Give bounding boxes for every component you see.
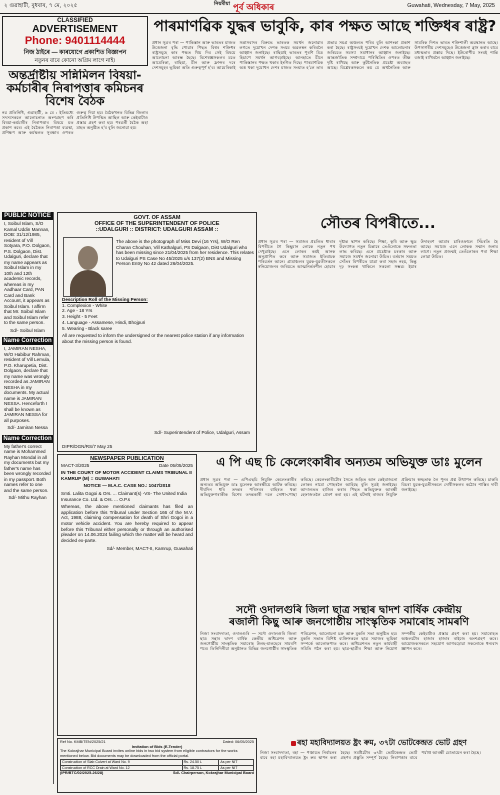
govt-title-2: OFFICE OF THE SUPERINTENDENT OF POLICE	[94, 221, 220, 227]
tender-table	[60, 759, 254, 770]
story-apsc-text: প্ৰধান সূত্ৰৰ পৰা — এপিএছচি নিযুক্তি কেলেংকাৰীৰ অন্যতম অভিযুক্ত ডাঃ মুলেনক আৰক্ষীয়ে আটক কৰিছে। দীৰ্ঘদিন ধৰি তদন্তৰ পৰিসৰৰ বাহিৰত থকা অভিযুক্তগৰাকীক বিশেষ তদন্তকাৰী দলে সোধা-পোছা কৰিছে। কেলেংকাৰীটোৰ সৈতে জড়িত আন কেইবাজনো লোকৰ নামো পোহৰলৈ আহিছে বুলি সূত্ৰই জনাইছে। আদালতত হাজিৰ কৰাৰ পিছত অভিযুক্তক আৰক্ষী হেফাজতলৈ প্ৰেৰণ কৰা হয়। এই ঘটনাই ৰাজ্যৰ নিযুক্তি প্ৰক্ৰিয়াৰ স্বচ্ছতাক লৈ পুনৰ প্ৰশ্ন উত্থাপন কৰিছে। চাকৰি বিচৰা যুৱক-যুৱতীসকলে দোষীসকলৰ কঠোৰ শাস্তিৰ দাবী জনাইছে।	[200, 477, 498, 498]
missing-person-notice	[57, 212, 257, 452]
missing-request: All are requested to inform the undersigned or the nearest police station if any information about the missing person is found.	[62, 333, 245, 344]
case-row	[61, 463, 193, 469]
story-strong-room-text: নিজা সংবাদদাতা, ৰহা — পঞ্চায়ত নিৰ্বাচনৰ বাবে ৰহা মহাবিদ্যালয়ত ষ্ট্ৰং ৰুম স্থাপন কৰা হৈছে। সমষ্টিটোৰ ৩৭টা ভোটকেন্দ্ৰত ভোট গ্ৰহণৰ প্ৰস্তুতি সম্পূৰ্ণ হৈছে। নিৰাপত্তাৰ বাবে পৰ্যাপ্ত আৰক্ষী মোতায়েন কৰা হৈছে।	[260, 750, 481, 761]
left-notices-column	[2, 212, 54, 784]
table-cell: Construction of Slab Culvert at Ward No. 9	[61, 760, 183, 765]
story-against-current	[258, 212, 498, 452]
govt-title-3: ::UDALGURI :: DISTRICT: UDALGURI ASSAM ::	[95, 227, 219, 233]
description-item: 4. Language - Assamese, Hindi, Bhojpuri	[62, 319, 146, 325]
govt-signature: Sd/- Superintendent of Police, Udalguri, Assam	[154, 430, 250, 435]
missing-description-block	[62, 297, 252, 345]
tender-body: The Kokrajhar Municipal Board invites online bids in two bid system from eligible contractors for the works mentioned below. Bid documents may be downloaded from the official portal.	[60, 749, 238, 758]
photo-face	[78, 246, 98, 270]
govt-title-1: GOVT. OF ASSAM	[133, 215, 181, 221]
classified-note: নতুনৰ বাবে কোনো অগ্ৰিম লাগে নাই।	[34, 58, 116, 64]
story-student-union-headline-1: সদৌ ওদালগুৰি জিলা ছাত্ৰ সন্থাৰ দ্বাদশ বাৰ্ষিক কেন্দ্ৰীয়	[236, 604, 462, 616]
description-item: 5. Wearing - Black saree	[62, 325, 113, 331]
masthead-tag: নিয়মীয়া	[214, 1, 230, 7]
table-cell: Rs. 18.75 L	[182, 765, 219, 770]
name-correction-heading-2: Name Correction	[3, 435, 52, 442]
tender-footer-row	[60, 771, 254, 776]
missing-notice-text: The above is the photograph of Miss Devi (16 Yrs), W/O Ren Charan Chouhan, Vill Kathalguri, PS Dalgaon, Dist Udalguri who has been missing since 21/04/2025 from her residence. This relates to Udalguri PS Case No 45/2025 u/s 137(2) BNS and Missing Person Entry No 42 dated 26/04/2025.	[116, 239, 254, 267]
table-cell: As per NIT	[219, 765, 254, 770]
case-number: MACT-3/2025	[61, 462, 90, 468]
classified-phone: Phone: 9401114444	[24, 35, 126, 47]
masthead	[214, 1, 274, 14]
classified-ad-box	[2, 16, 148, 66]
newspaper-publication-title: NEWSPAPER PUBLICATION	[90, 456, 164, 462]
story-student-union	[200, 604, 498, 734]
story-against-current-text: প্ৰধান সূত্ৰৰ পৰা — সমাজৰ প্ৰচলিত ধাৰাৰ বিপৰীতে গৈ কিছুমান লোকে নতুন পথ দেখুৱাইছে। এনে লোকৰ কৰ্মই আনক অনুপ্ৰাণিত কৰে আৰু সমাজত ইতিবাচক পৰিৱৰ্তন আনে। গ্ৰামাঞ্চলৰ যুৱক-যুৱতীসকলে স্বনিয়োজনৰ জৰিয়তে আত্মনিৰ্ভৰশীল হোৱাৰ দৃষ্টান্ত স্থাপন কৰিছে। শিক্ষা, কৃষি আৰু ক্ষুদ্ৰ উদ্যোগত নতুন চিন্তাৰে তেওঁলোকে সফলতা লাভ কৰিছে। এনে প্ৰচেষ্টাক চৰকাৰ আৰু সমাজে সমৰ্থন জনোৱা উচিত। বৰ্তমান সময়ত সোঁতৰ বিপৰীতে যাত্ৰা কৰা সহজ নহয়, কিন্তু দৃঢ় সংকল্প থাকিলে সকলো সম্ভৱ। ইয়াৰ উদাহৰণ আমাৰ চাৰিওফালে সিঁচৰতি হৈ আছে। সমাজে এনে লোকক সন্মান জনাব লাগে। নতুন প্ৰজন্মই তেওঁলোকৰ পৰা শিক্ষা লোৱা উচিত।	[258, 239, 498, 270]
classified-title: ADVERTISEMENT	[32, 24, 118, 35]
story-apsc-scam	[200, 454, 498, 602]
main-headline: পাৰমাণৱিক যুদ্ধৰ ভাবুকি, কাৰ পক্ষত আছে শক্তিধৰ ৰাষ্ট্ৰ?	[153, 17, 497, 35]
page-header	[0, 0, 500, 14]
story-security-meeting	[2, 69, 148, 211]
tender-date: Dated: 06/05/2025	[222, 740, 254, 744]
name-correction-sign-1: Sd/- Jamiran Nessa	[7, 425, 48, 430]
story-strong-room-headline	[260, 738, 498, 750]
notice-heading: NOTICE — M.A.C. CASE NO.: 1047/2018	[83, 483, 171, 489]
newspaper-publication-notice	[57, 454, 197, 736]
story-student-union-text: নিজা সংবাদদাতা, ওদালগুৰি — সদৌ ওদালগুৰি জিলা ছাত্ৰ সন্থাৰ দ্বাদশ বাৰ্ষিক কেন্দ্ৰীয় অধিৱেশন আৰু জনগোষ্ঠীয় সাংস্কৃতিক সমাৰোহ উলহ-মালহেৰে সামৰণি পৰে। তিনিদিনীয়া অনুষ্ঠানত বিভিন্ন জনগোষ্ঠীৰ সাংস্কৃতিক পৰিৱেশন, আলোচনা চক্ৰ আৰু মুকলি সভা অনুষ্ঠিত হয়। মুকলি সভাত বিশিষ্ট ব্যক্তিসকলে ছাত্ৰ সমাজৰ ভূমিকা সম্পৰ্কে আলোকপাত কৰে। অধিৱেশনত নতুন কাৰ্যবাহী সমিতি গঠন কৰা হয়। ছাত্ৰ-ছাত্ৰীৰ শিক্ষা আৰু নিয়োগ সম্পৰ্কীয় কেইবাটাও প্ৰস্তাৱ গ্ৰহণ কৰা হয়। সমাৰোহত অঞ্চলটোৰ হাজাৰ হাজাৰ ৰাইজে অংশগ্ৰহণ কৰে। আয়োজকসকলে সহযোগ আগবঢ়োৱা সকলোকে ধন্যবাদ জ্ঞাপন কৰে।	[200, 631, 498, 652]
page-number-date: ২ গুৱাহাটী, বুধবাৰ, ৭ মে, ২০২৫	[4, 3, 78, 9]
description-roll-title: Description Roll of the Missing Person:	[62, 297, 148, 302]
classified-subline: নিজ ঠাইৰে — কাৰযোগে প্ৰকাশিত বিজ্ঞাপন	[23, 50, 127, 56]
story-security-headline: অন্তৰ্দ্ৰাষ্টীয় সন্নিমিলন বিষয়া-কৰ্মচাৰীৰ নিৰাপত্তাৰ কমিচনৰ বিশেষ বৈঠক	[6, 69, 144, 108]
main-story-text: প্ৰধান সূত্ৰৰ পৰা — পাকিস্তান আৰু ভাৰতৰ মাজত উত্তেজনা বৃদ্ধি পোৱাৰ পিছত বিশ্বৰ শক্তিধৰ ৰাষ্ট্ৰসমূহে কাৰ পক্ষত থিয় দিব সেই বিষয়ে আলোচনা আৰম্ভ হৈছে। বিশেষজ্ঞসকলৰ মতে আমেৰিকা, ৰাছিয়া, চীন আৰু ফ্ৰান্সৰ দৰে দেশসমূহৰ ভূমিকা অতি গুৰুত্বপূৰ্ণ হ'ব। আমেৰিকাই সন্ত্ৰাসবাদৰ বিৰুদ্ধে ভাৰতক সমৰ্থন জনোৱাৰ লগতে দুয়োখন দেশক সংযম অৱলম্বন কৰিবলৈ আহ্বান জনাইছে। ৰাছিয়াই ভাৰতৰ পুৰণি মিত্ৰ হিচাপে সমৰ্থন আগবঢ়াইছে। আনহাতে চীনে পাকিস্তানৰ পক্ষত থকাৰ ইংগিত দিছে। পাৰমাণৱিক অস্ত্ৰ থকা দুয়োখন দেশৰ মাজত সংঘাত হ'লে তাৰ প্ৰভাৱ সমগ্ৰ অঞ্চলত পৰিব বুলি আশংকা প্ৰকাশ কৰা হৈছে। ৰাষ্ট্ৰসংঘই দুয়োখন দেশক আলোচনাৰ জৰিয়তে সমস্যা সমাধানৰ আহ্বান জনাইছে। আন্তৰ্জাতিক সম্প্ৰদায়ে পৰিস্থিতিৰ ওপৰত তীক্ষ্ণ দৃষ্টি ৰাখিছে আৰু কূটনৈতিক প্ৰচেষ্টা অব্যাহত আছে। বিশ্লেষকসকলে কয় যে অৰ্থনৈতিক আৰু সামৰিক দিশত ভাৰত শক্তিশালী অৱস্থানত আছে। উপসাগৰীয় দেশসমূহেও উত্তেজনা হ্ৰাস কৰাৰ বাবে মধ্যস্থতাৰ প্ৰস্তাৱ দিছে। ইউৰোপীয় সংঘই শান্তি বজাই ৰাখিবলৈ আহ্বান জনাইছে।	[152, 40, 498, 71]
notice-body: Whereas, the above mentioned claimants has filed an application before this Tribunal under Section 166 of the M.V. Act, 1988, claiming compensation for death of Shri Gogoi in a motor vehicle accident. You are hereby required to appear before this Tribunal either personally or through an authorised pleader on 14.06.2024 failing which the matter will be heard and decided ex-parte.	[61, 504, 193, 543]
photo-body	[70, 270, 106, 296]
name-correction-body-2: My father's correct name is Mohammed Rayhan Mondal in all my documents but my father's name has been wrongly recorded in my passport. Both names refer to one and the same person.	[4, 443, 51, 493]
missing-person-photo	[63, 237, 113, 297]
tender-signature: Sd/- Chairperson, Kokrajhar Municipal Board	[172, 770, 254, 775]
table-cell: Rs. 24.50 L	[182, 760, 219, 765]
name-correction-body-1: I, JAMIRAN NESHA, W/O Habibur Rahman, resident of Vill Lemula, P.O. Kharupetia, Dist. Dolgaon, declare that my name was wrongly recorded as JAMIRAN NESHA in my documents. My actual name is JAMIRAN NESSA. Henceforth I shall be known as JAMIRAN NESSA for all purposes.	[4, 346, 51, 423]
main-story-body	[152, 40, 498, 210]
name-correction-heading-1: Name Correction	[3, 338, 52, 344]
table-cell: Construction of RCC Drain at Ward No. 12	[61, 765, 183, 770]
story-student-union-headline-2: ৰজালী কিছু আৰু জনগোষ্ঠীয় সাংস্কৃতিক সমাৰোহ সামৰণি	[229, 616, 469, 628]
story-strong-room-title: ৰহা মহাবিদ্যালয়ত ষ্ট্ৰং ৰুম, ৩৭টা ভোটকেন্দ্ৰত ভোট গ্ৰহণ	[297, 738, 467, 747]
name-correction-sign-2: Sd/- Mithu Rayhan	[8, 495, 47, 500]
tender-notice	[57, 738, 257, 793]
public-notice-heading: PUBLIC NOTICE	[2, 212, 53, 220]
description-item: 3. Height - 5 Feet	[62, 314, 98, 320]
govt-code: DIPR/DGN/RS/7 May 25	[62, 444, 113, 449]
story-against-current-headline: সৌতৰ বিপৰীতে...	[320, 214, 436, 232]
story-security-text: নৱ প্ৰতিনিধি, গুৱাহাটী, ৬ মে : ইতিমধ্যে সদস্যসকলে আলোচনাত অংশগ্ৰহণ কৰি বিষয়া-কৰ্মচাৰীৰ নিৰাপত্তাৰ বিষয়ে মত প্ৰকাশ কৰে। এই বৈঠকত নিৰাপত্তা ব্যৱস্থা, প্ৰশিক্ষণ আৰু কৰ্মস্থলত সুৰক্ষাৰ ওপৰত গুৰুত্ব দিয়া হয়। বৈঠকখনত বিভিন্ন জিলাৰ প্ৰতিনিধি উপস্থিত আছিল আৰু কেইবাটাও প্ৰস্তাৱ গ্ৰহণ কৰা হয়। পৰৱৰ্তী বৈঠক অহা মাহত অনুষ্ঠিত হ'ব বুলি জনোৱা হয়।	[2, 110, 148, 136]
public-notice-sign: Sd/- Soibul Islam	[10, 327, 45, 333]
court-name: IN THE COURT OF MOTOR ACCIDENT CLAIMS TRIBUNAL II KAMRUP (M) :: GUWAHATI	[61, 470, 192, 481]
notice-signature: Sd/- Member, MACT-II, Kamrup, Guwahati	[106, 546, 193, 552]
tender-ref: Ref No. KMB/TEN/2025/21	[60, 740, 106, 744]
table-row	[61, 765, 254, 770]
masthead-title: পূৰ্ব অধিকাৰ	[232, 3, 275, 13]
public-notice-body: I, Soibul Islam, S/O Kamal Uddin Mannan, DOB: 31/12/1985, resident of Vill Sotyara, P.O. Dolgaon, P.S. Dolgaon, Dist. Udalguri, declare that my name appears as Soibul Islam in my 10th and 12th academic records, whereas in my Aadhaar Card, PAN Card and Bank Account, it appears as Soibul Islam. I affirm that Mr. Soibul Islam and Soibul Islam refer to the same person.	[4, 221, 51, 325]
description-item: 2. Age - 18 Yrs	[62, 308, 93, 314]
case-date: Date 05/05/2025	[159, 462, 193, 468]
tender-code: (IPR/BTC/02/2025-26/28)	[60, 770, 104, 775]
header-date: Guwahati, Wednesday, 7 May, 2025	[407, 3, 495, 9]
bullet-icon	[291, 741, 296, 746]
story-apsc-headline: এ পি এছ চি কেলেংকাৰীৰ অন্যতম অভিযুক্ত ডাঃ মুলেন	[216, 455, 482, 469]
table-cell: As per NIT	[219, 760, 254, 765]
tender-title: Invitation of Bids (E-Tender)	[131, 744, 183, 749]
case-parties: Smti. Lalita Gogoi & Ors. ... Claimant(s) -VS- The United India Insurance Co. Ltd. & Ors. ... O.P.s	[61, 490, 187, 502]
classified-kicker: CLASSIFIED	[57, 18, 93, 24]
description-item: 1. Complexion - White	[62, 302, 108, 308]
story-strong-room	[260, 738, 498, 793]
